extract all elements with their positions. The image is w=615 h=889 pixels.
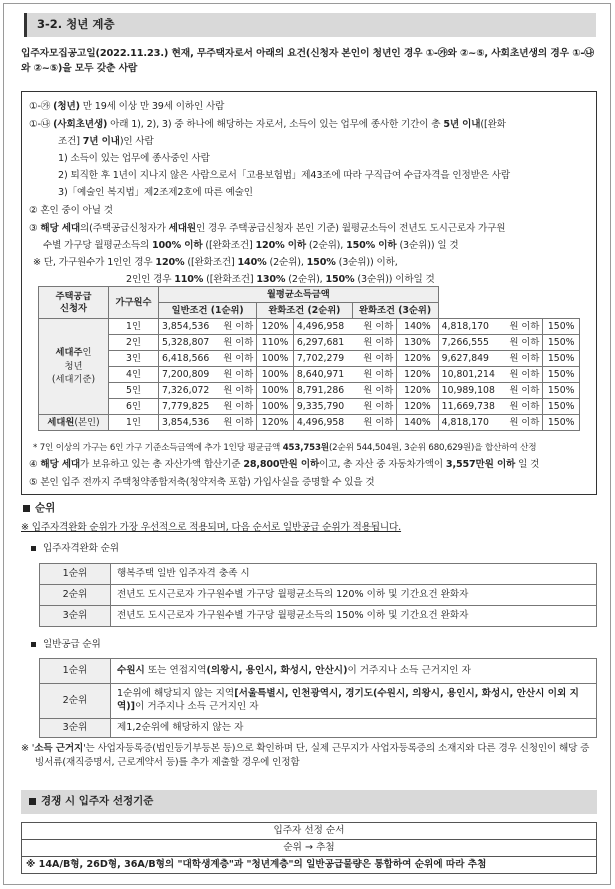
priority-heading: 순위 (23, 502, 55, 515)
req-income-exception-2: 2인인 경우 110% ([완화조건] 130% (2순위), 150% (3순위)) 이하일 것 (126, 274, 435, 285)
small-square-bullet-icon (31, 546, 36, 551)
head-of-household-label: 세대주인 청년 (세대기준) (39, 319, 109, 415)
req-savings: ⑤ 본인 입주 전까지 주택청약종합저축(청약저축 포함) 가입사실을 증명할 수 있을 것 (29, 477, 375, 488)
relax-heading: 입주자격완화 순위 (31, 542, 119, 556)
document-page (3, 3, 611, 885)
table-row: 2순위 전년도 도시근로자 가구원수별 가구당 월평균소득의 120% 이하 및 기간요건 완화자 (40, 585, 597, 606)
req-sub-3: 3)「예술인 복지법」제2조제2호에 따른 예술인 (58, 187, 253, 198)
member-count: 3인 (109, 351, 159, 367)
col-applicant: 주택공급 신청자 (39, 287, 109, 319)
table-row: 5인 7,326,072 원 이하 100% 8,791,286 원 이하 120% 10,989,108 원 이하 150% (39, 383, 580, 399)
col-income: 월평균소득금액 (159, 287, 439, 303)
col-general: 일반조건 (1순위) (159, 303, 257, 319)
selection-header: 입주자 선정 순서 (22, 823, 597, 840)
table-row: 3순위 제1,2순위에 해당하지 않는 자 (40, 719, 597, 738)
table-row: 6인 7,779,825 원 이하 100% 9,335,790 원 이하 120% 11,669,738 원 이하 150% (39, 399, 580, 415)
req-unmarried: ② 혼인 중이 아닐 것 (29, 205, 113, 216)
intro-text: 입주자모집공고일(2022.11.23.) 현재, 무주택자로서 아래의 요건(신청자 본인이 청년인 경우 ①-㉮와 ②~⑤, 사회초년생의 경우 ①-㉯와 ②~⑤)을 모두 갖춘 사람 (21, 48, 594, 75)
section-title: 3-2. 청년 계층 (24, 13, 596, 37)
req-newcomer-line2: 조건] 7년 이내)인 사람 (58, 136, 154, 147)
table-row: 3순위 전년도 도시근로자 가구원수별 가구당 월평균소득의 150% 이하 및 기간요건 완화자 (40, 606, 597, 627)
table-row: 1순위 수원시 또는 연접지역(의왕시, 용인시, 화성시, 안산시)이 거주지나 소득 근거지인 자 (40, 659, 597, 684)
req-income-exception-1: ※ 단, 가구원수가 1인인 경우 120% ([완화조건] 140% (2순위), 150% (3순위)) 이하, (33, 257, 398, 268)
col-members: 가구원수 (109, 287, 159, 319)
req-income-line2: 수별 가구당 월평균소득의 100% 이하 ([완화조건] 120% 이하 (2순위), 150% 이하 (3순위)) 일 것 (43, 240, 459, 251)
square-bullet-icon (23, 505, 30, 512)
member-count: 1인 (109, 319, 159, 335)
req-assets: ④ 해당 세대가 보유하고 있는 총 자산가액 합산기준 28,800만원 이하이고, 총 자산 중 자동차가액이 3,557만원 이하 일 것 (29, 459, 540, 470)
member-count: 4인 (109, 367, 159, 383)
col-relax-2: 완화조건 (2순위) (257, 303, 352, 319)
col-relax-3: 완화조건 (3순위) (352, 303, 438, 319)
relax-priority-table (39, 563, 597, 627)
table-row: 세대주인 청년 (세대기준) 1인 3,854,536 원 이하 120% 4,496,958 원 이하 140% 4,818,170 원 이하 150% (39, 319, 580, 335)
selection-table (21, 822, 597, 874)
general-priority-table (39, 658, 597, 738)
selection-order: 순위 → 추첨 (22, 840, 597, 857)
table-row: 세대원(본인) 1인 3,854,536 원 이하 120% 4,496,958 원 이하 140% 4,818,170 원 이하 150% (39, 415, 580, 431)
priority-note: ※ 입주자격완화 순위가 가장 우선적으로 적용되며, 다음 순서로 일반공급 순위가 적용됩니다. (21, 522, 402, 533)
table-row: 4인 7,200,809 원 이하 100% 8,640,971 원 이하 120% 10,801,214 원 이하 150% (39, 367, 580, 383)
household-member-label: 세대원(본인) (39, 415, 109, 431)
table-row: 2인 5,328,807 원 이하 110% 6,297,681 원 이하 130% 7,266,555 원 이하 150% (39, 335, 580, 351)
table-row: 3인 6,418,566 원 이하 100% 7,702,279 원 이하 120% 9,627,849 원 이하 150% (39, 351, 580, 367)
small-square-bullet-icon (31, 642, 36, 647)
square-bullet-icon (29, 798, 36, 805)
req-sub-1: 1) 소득이 있는 업무에 종사중인 사람 (58, 153, 210, 164)
table-row: 1순위 행복주택 일반 입주자격 충족 시 (40, 564, 597, 585)
general-heading: 일반공급 순위 (31, 638, 101, 652)
req-youth: ①-㉮ (청년) 만 19세 이상 만 39세 이하인 사람 (29, 101, 225, 112)
member-count: 1인 (109, 415, 159, 431)
req-sub-2: 2) 퇴직한 후 1년이 지나지 않은 사람으로서「고용보험법」제43조에 따라 구직급여 수급자격을 인정받은 사람 (58, 170, 511, 181)
member-count: 6인 (109, 399, 159, 415)
selection-heading: 경쟁 시 입주자 선정기준 (21, 790, 597, 814)
req-newcomer: ①-㉯ (사회초년생) 아래 1), 2), 3) 중 하나에 해당하는 자로서, 소득이 있는 업무에 종사한 기간이 총 5년 이내([완화 (29, 119, 506, 130)
member-count: 2인 (109, 335, 159, 351)
income-table (38, 286, 580, 431)
member-count: 5인 (109, 383, 159, 399)
req-income: ③ 해당 세대의(주택공급신청자가 세대원인 경우 주택공급신청자 본인 기준) 월평균소득이 전년도 도시근로자 가구원 (29, 223, 506, 234)
table-row: 2순위 1순위에 해당되지 않는 지역[서울특별시, 인천광역시, 경기도(수원시, 의왕시, 용인시, 화성시, 안산시 이외 지역)]이 거주지나 소득 근거지인 자 (40, 684, 597, 719)
income-footnote: * 7인 이상의 가구는 6인 가구 기준소득금액에 추가 1인당 평균금액 453,753원(2순위 544,504원, 3순위 680,629원)을 합산하여 산정 (33, 443, 537, 453)
selection-note: ※ 14A/B형, 26D형, 36A/B형의 "대학생계층"과 "청년계층"의 일반공급물량은 통합하여 순위에 따라 추첨 (22, 857, 597, 874)
income-basis-note: ※ '소득 근거지'는 사업자등록증(법인등기부등본 등)으로 확인하며 단, 실제 근무지가 사업자등록증의 소재지와 다른 경우 신청인이 해당 증빙서류(재직증명서, 근로계약서 등)를 추가 제출할 경우에 인정함 (21, 743, 590, 769)
